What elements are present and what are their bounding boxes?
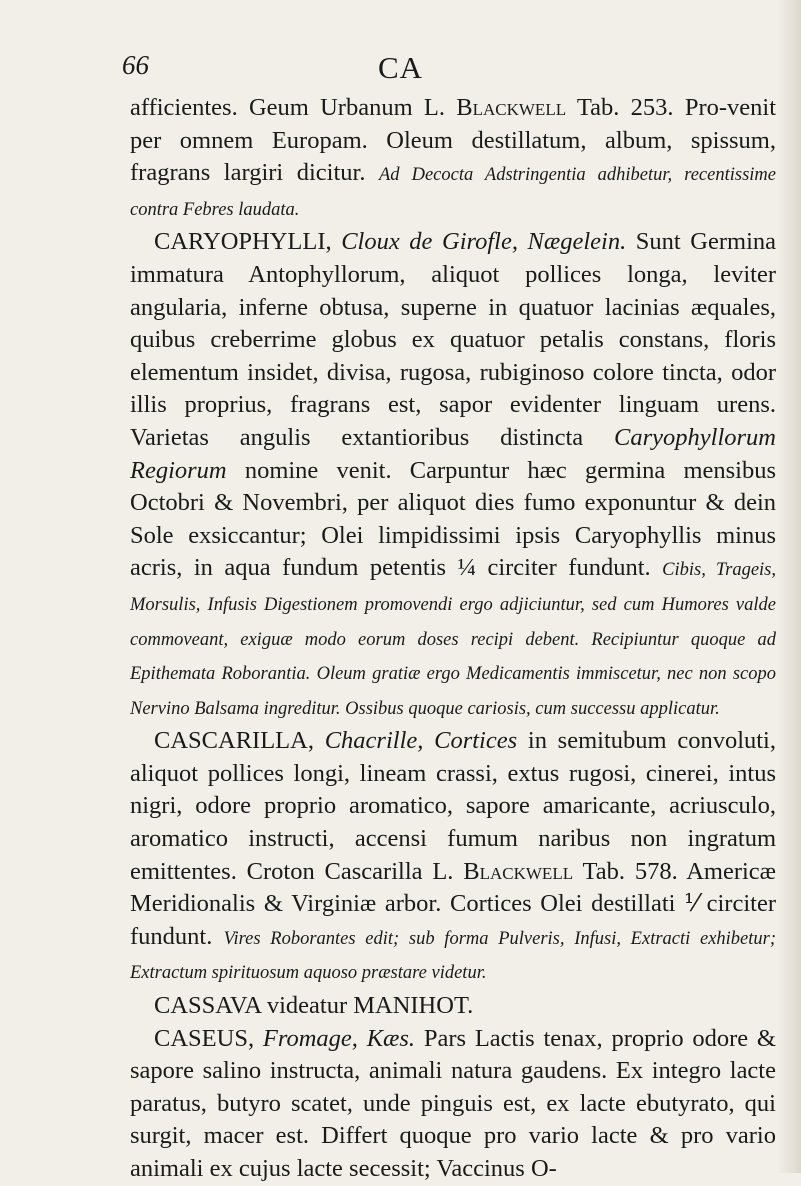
entry-caseus: CASEUS, Fromage, Kæs. Pars Lactis tenax, proprio odore & sapore salino instructa, animali natura gaudens. Ex integro lacte paratus, butyro scatet, unde pinguis est, ex lacte ebutyrato, qui surgit, macer est. Differt quoque pro vario lacte & pro vario animali ex cujus lacte secessit; Vaccinus O- xyxy=(130,1024,776,1182)
running-head: CA xyxy=(377,50,424,85)
cascarilla-author: Blackwell xyxy=(463,857,574,885)
caryophylli-head: CARYOPHYLLI xyxy=(154,228,326,256)
cascarilla-synonyms: Chacrille, Cortices xyxy=(324,727,518,755)
cassava-head: CASSAVA xyxy=(154,992,261,1020)
caryophylli-synonyms: Cloux de Girofle, Nægelein. xyxy=(341,228,627,256)
caryophylli-note: Cibis, Trageis, Morsulis, Infusis Digestionem promovendi ergo adjiciuntur, sed cum Humores valde commoveant, exiguæ modo eorum doses recipi debent. Recipiuntur quoque ad Epithemata Roborantia. Oleum gratiæ ergo Medicamentis immiscetur, nec non scopo Nervino Balsama ingreditur. Ossibus quoque cariosis, cum successu applicatur. xyxy=(130,560,776,719)
page-header xyxy=(0,50,801,90)
page-fold-shadow xyxy=(777,0,801,1173)
caseus-synonyms: Fromage, Kæs. xyxy=(262,1024,416,1052)
cascarilla-note: Vires Roborantes edit; sub forma Pulveris, Infusi, Extracti exhibetur; Extractum spirituosum aquoso præstare videtur. xyxy=(130,928,777,984)
entry-caryophylli: CARYOPHYLLI, Cloux de Girofle, Nægelein. Sunt Germina immatura Antophyllorum, aliquot pollices longa, leviter angularia, inferne obtusa, superne in quatuor lacinias æquales, quibus creberrime globus ex quatuor petalis constans, floris elementum insidet, divisa, rugosa, rubiginoso colore tincta, odor illis proprius, fragrans est, sapor evidenter linguam urens. Varietas angulis extantioribus distincta Caryophyllorum Regiorum nomine venit. Carpuntur hæc germina mensibus Octobri & Novembri, per aliquot dies fumo exponuntur & dein Sole exsiccantur; Olei limpidissimi ipsis Caryophyllis minus acris, in aqua fundum petentis ¼ circiter fundunt. Cibis, Trageis, Morsulis, Infusis Digestionem promovendi ergo adjiciuntur, sed cum Humores valde commoveant, exiguæ modo eorum doses recipi debent. Recipiuntur quoque ad Epithemata Roborantia. Oleum gratiæ ergo Medicamentis immiscetur, nec non scopo Nervino Balsama ingreditur. Ossibus quoque cariosis, cum successu applicatur. xyxy=(130,228,777,719)
cascarilla-text-2: Tab. 578. Americæ Meridionalis & Virginiæ arbor. Cortices Olei destillati ⅟ circiter fundunt. xyxy=(130,857,776,950)
geum-note: Ad Decocta Adstringentia adhibetur, recentissime contra Febres laudata. xyxy=(130,165,776,220)
entry-geum xyxy=(130,92,776,226)
geum-text-1: afficientes. Geum Urbanum L. xyxy=(130,94,457,121)
entry-cassava xyxy=(130,990,776,1023)
caseus-text: Pars Lactis tenax, proprio odore & sapore salino instructa, animali natura gaudens. Ex integro lacte paratus, butyro scatet, unde pinguis est, ex lacte ebutyrato, qui surgit, macer est. Differt quoque pro vario lacte & pro vario animali ex cujus lacte secessit; Vaccinus O- xyxy=(130,1024,776,1182)
geum-text-2: Tab. 253. Pro-venit per omnem Europam. Oleum destillatum, album, spissum, fragrans largiri dicitur. xyxy=(130,94,777,187)
cassava-text: videatur MANIHOT. xyxy=(260,992,474,1020)
caryophylli-text-1: Sunt Germina immatura Antophyllorum, aliquot pollices longa, leviter angularia, inferne obtusa, superne in quatuor lacinias æquales, quibus creberrime globus ex quatuor petalis constans, floris elementum insidet, divisa, rugosa, rubiginoso colore tincta, odor illis proprius, fragrans est, sapor evidenter linguam urens. Varietas angulis extantioribus distincta xyxy=(130,228,777,451)
caryophylli-italic-1: Caryophyllorum Regiorum xyxy=(130,423,776,484)
cascarilla-text-1: in semitubum convoluti, aliquot pollices longi, lineam crassi, extus rugosi, cinerei, intus nigri, odore proprio aromatico, sapore amaricante, acriusculo, aromatico instructi, accensi fumum naribus non ingratum emittentes. Croton Cascarilla L. xyxy=(130,727,776,885)
body-text xyxy=(130,92,776,1186)
caseus-head: CASEUS xyxy=(154,1024,248,1052)
geum-author: Blackwell xyxy=(456,94,567,121)
entry-cascarilla: CASCARILLA, Chacrille, Cortices in semitubum convoluti, aliquot pollices longi, lineam crassi, extus rugosi, cinerei, intus nigri, odore proprio aromatico, sapore amaricante, acriusculo, aromatico instructi, accensi fumum naribus non ingratum emittentes. Croton Cascarilla L. Blackwell Tab. 578. Americæ Meridionalis & Virginiæ arbor. Cortices Olei destillati ⅟ circiter fundunt. Vires Roborantes edit; sub forma Pulveris, Infusi, Extracti exhibetur; Extractum spirituosum aquoso præstare videtur. xyxy=(130,727,777,984)
page-number: 66 xyxy=(122,50,149,80)
cascarilla-head: CASCARILLA xyxy=(154,727,308,755)
caryophylli-text-2: nomine venit. Carpuntur hæc germina mensibus Octobri & Novembri, per aliquot dies fumo exponuntur & dein Sole exsiccantur; Olei limpidissimi ipsis Caryophyllis minus acris, in aqua fundum petentis ¼ circiter fundunt. xyxy=(130,456,776,582)
